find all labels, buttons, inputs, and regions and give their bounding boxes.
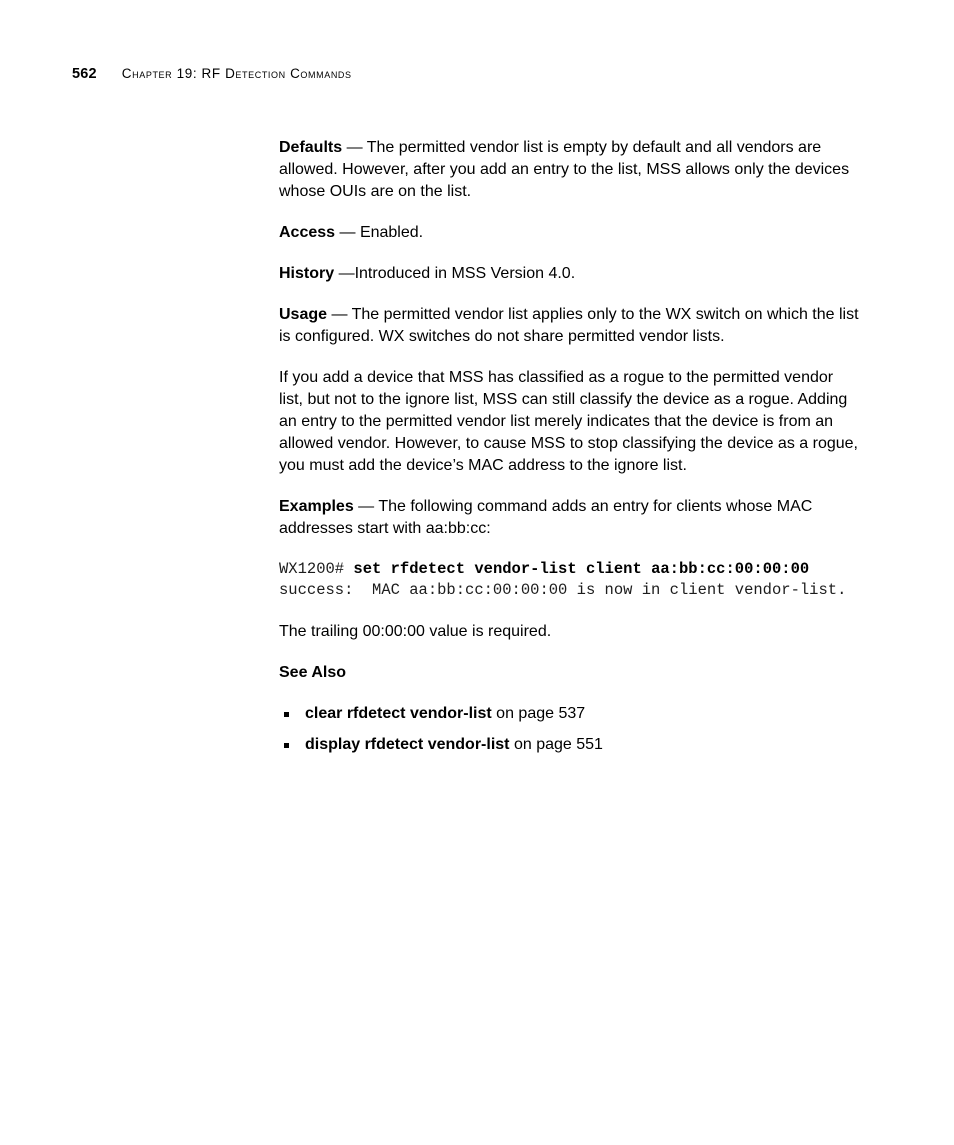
see-also-heading: See Also — [279, 664, 346, 681]
xref-text — [305, 734, 603, 756]
square-bullet-icon — [284, 743, 289, 748]
xref-page-ref: on page 537 — [491, 705, 586, 722]
xref-item-clear-rfdetect — [279, 703, 859, 725]
xref-text — [305, 703, 585, 725]
paragraph-examples-lead: Examples — [279, 498, 354, 515]
paragraph-history-text: —Introduced in MSS Version 4.0. — [334, 265, 576, 282]
paragraph-defaults — [279, 137, 859, 203]
running-header — [72, 66, 352, 82]
paragraph-access — [279, 222, 859, 244]
xref-command: display rfdetect vendor-list — [305, 736, 510, 753]
paragraph-usage — [279, 304, 859, 348]
paragraph-rogue-note — [279, 367, 859, 477]
paragraph-usage-lead: Usage — [279, 306, 328, 323]
paragraph-access-lead: Access — [279, 224, 336, 241]
cli-command-line — [279, 559, 859, 580]
paragraph-examples-text: — The following command adds an entry for clients whose MAC addresses start with aa:bb:cc: — [279, 498, 813, 537]
xref-item-display-rfdetect — [279, 734, 859, 756]
paragraph-rogue-note-text: If you add a device that MSS has classified as a rogue to the permitted vendor list, but not to the ignore list, MSS can still classify the device as a rogue. Adding an entry to the permitted vendor list merely indicates that the device is from an allowed vendor. However, to cause MSS to stop classifying the device as a rogue, you must add the device’s MAC address to the ignore list. — [279, 369, 858, 474]
paragraph-access-text: — Enabled. — [335, 224, 424, 241]
page-number: 562 — [72, 66, 97, 82]
chapter-title: Chapter 19: RF Detection Commands — [121, 66, 352, 81]
cli-code-block — [279, 559, 859, 601]
xref-command: clear rfdetect vendor-list — [305, 705, 492, 722]
paragraph-defaults-text: — The permitted vendor list is empty by default and all vendors are allowed. However, after you add an entry to the list, MSS allows only the devices whose OUIs are on the list. — [279, 139, 850, 200]
paragraph-history-lead: History — [279, 265, 335, 282]
square-bullet-icon — [284, 712, 289, 717]
cli-output-line: success: MAC aa:bb:cc:00:00:00 is now in client vendor-list. — [279, 581, 847, 599]
paragraph-usage-text: — The permitted vendor list applies only to the WX switch on which the list is configured. WX switches do not share permitted vendor lists. — [279, 306, 859, 345]
paragraph-defaults-lead: Defaults — [279, 139, 343, 156]
see-also-list — [279, 703, 859, 756]
paragraph-history — [279, 263, 859, 285]
cli-prompt: WX1200# — [279, 560, 354, 578]
page-content — [279, 137, 859, 765]
paragraph-trailing-note: The trailing 00:00:00 value is required. — [279, 623, 552, 640]
xref-page-ref: on page 551 — [509, 736, 603, 753]
paragraph-examples — [279, 496, 859, 540]
cli-command: set rfdetect vendor-list client aa:bb:cc:00:00:00 — [353, 560, 810, 578]
